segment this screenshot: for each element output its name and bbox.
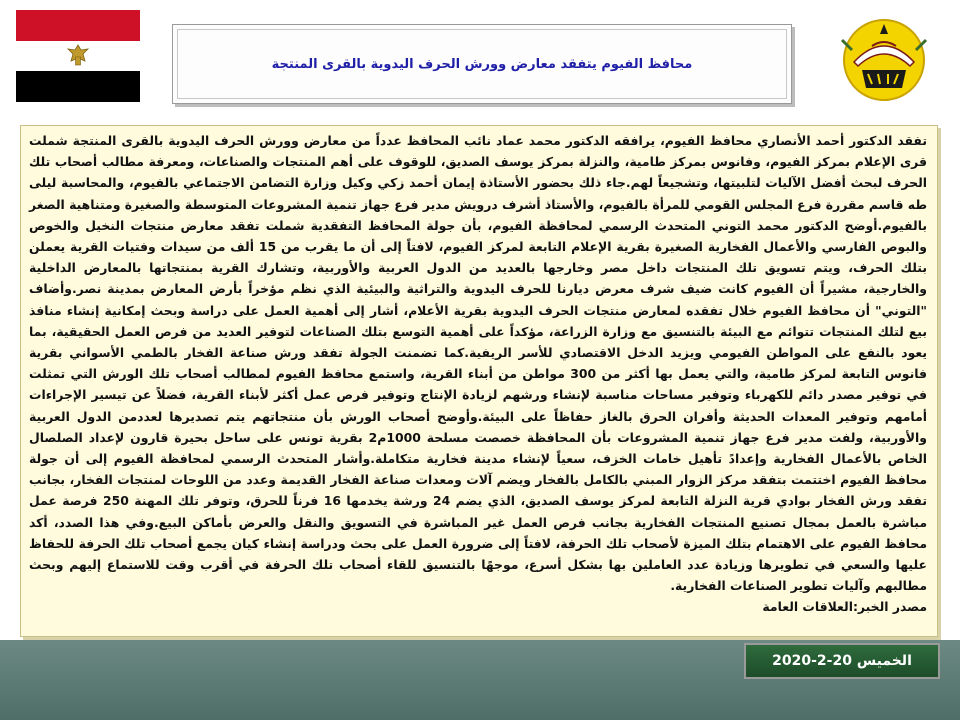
date-badge [744,643,940,679]
governorate-emblem-icon [832,10,936,110]
eagle-icon [65,43,91,69]
article-body: تفقد الدكتور أحمد الأنصاري محافظ الفيوم، يرافقه الدكتور محمد عماد نائب المحافظ عدداً من معارض وورش الحرف اليدوية بالقرى المنتجة شملت قرى الإعلام بمركز الفيوم، وفانوس بمركز طامية، والنزلة بمركز يوسف الصديق، للوقوف على أهم المنتجات والصناعات، ومعرفة مطالب أصحاب تلك الحرف لبحث أفضل الآليات لتلبيتها، وتشجيعاً لهم.جاء ذلك بحضور الأستاذة إيمان أحمد زكي وكيل وزارة التضامن الاجتماعي بالفيوم، والمحاسبة ليلى طه قاسم مقررة فرع المجلس القومي للمرأة بالفيوم، والأستاذ أشرف درويش مدير فرع جهاز تنمية المشروعات المتوسطة والصغيرة ومتناهية الصغر بالفيوم.أوضح الدكتور محمد التوني المتحدث الرسمي لمحافظة الفيوم، بأن جولة المحافظ التفقدية شملت تفقد معارض منتجات النخيل والخوص والبوص الفارسي والأعمال الفخارية الصغيرة بقرية الإعلام التابعة لمركز الفيوم، لافتاً إلى أن ما يقرب من 15 ألف من سيدات وفتيات القرية يعملن بتلك الحرف، ويتم تسويق تلك المنتجات داخل مصر وخارجها بالعديد من الدول العربية والأوربية، وتشارك القرية بمنتجاتها بالمعارض الداخلية والخارجية، مشيراً أن الفيوم كانت ضيف شرف معرض ديارنا للحرف اليدوية والتراثية والبيئية الذي نظم مؤخراً بأرض المعارض بمدينة نصر.وأضاف "التوني" أن محافظ الفيوم خلال تفقده لمعارض منتجات الحرف اليدوية بقرية الأعلام، أشار إلى أهمية العمل على دراسة وبحث إمكانية إنشاء منافذ بيع لتلك المنتجات تتوائم مع البيئة بالتنسيق مع وزارة الزراعة، مؤكداً على أهمية التوسع بتلك الصناعات لتوفير العديد من فرص العمل الحقيقية، بما يعود بالنفع على المواطن الفيومي ويزيد الدخل الاقتصادي للأسر الريفية.كما تضمنت الجولة تفقد ورش صناعة الفخار بالطمي الأسواني بقرية فانوس التابعة لمركز طامية، والتي يعمل بها أكثر من 300 مواطن من أبناء القرية، واستمع محافظ الفيوم لمطالب أصحاب تلك الورش التي تمثلت في توفير مصدر دائم للكهرباء وتوفير مساحات مناسبة لإنشاء ورشهم لزيادة الإنتاج وتوفير فرص عمل أكثر لأبناء القرية، فضلاً عن تيسير الإجراءات أمامهم وتوفير المعدات الحديثة وأفران الحرق بالغاز حفاظاً على البيئة.وأوضح أصحاب الورش بأن منتجاتهم يتم تصديرها لعددمن الدول العربية والأوربية، ولفت مدير فرع جهاز تنمية المشروعات بأن المحافظة خصصت مسلحة 1000م2 بقرية تونس على ساحل بحيرة قارون لإعداد الصلصال الخاص بالأعمال الفخارية وإعدادً تأهيل خامات الخزف، سعياً لإنشاء مدينة فخارية متكاملة.وأشار المتحدث الرسمي لمحافظة الفيوم إلى أن جولة محافظ الفيوم اختتمت بتفقد مركز الزوار المبني بالكامل بالفخار ويضم آلات ومعدات صناعة الفخار القديمة وعدد من اللوحات لمنتجات الفخار، بجانب تفقد ورش الفخار بوادي قرية النزلة التابعة لمركز يوسف الصديق، الذي يضم 24 ورشة يخدمها 16 فرناً للحرق، وتوفر تلك المهنة 250 فرصة عمل مباشرة بالعمل بمجال تصنيع المنتجات الفخارية بجانب فرص العمل غير المباشرة في التسويق والنقل والعرض بأماكن البيع.وفي هذا الصدد، أكد محافظ الفيوم على الاهتمام بتلك الميزة لأصحاب تلك الحرفة، لافتاً إلى ضرورة العمل على بحث ودراسة إنشاء كيان يجمع أصحاب تلك الحرفة للحفاظ عليها والسعي في تطويرها وزيادة عدد العاملين بها بشكل أسرع، موجهًا بالتنسيق للقاء أصحاب تلك الحرفة في أقرب وقت للاستماع إليهم وبحث مطالبهم وآليات تطوير الصناعات الفخارية. [28,133,927,594]
egypt-flag [16,10,140,102]
date-text: الخميس 20-2-2020 [772,653,912,669]
flag-red-stripe [16,10,140,41]
article-panel [20,125,938,637]
flag-black-stripe [16,71,140,102]
title-box [172,24,792,104]
page-title: محافظ الفيوم يتفقد معارض وورش الحرف اليدوية بالقرى المنتجة [271,56,693,72]
flag-white-stripe [16,41,140,72]
article-source: مصدر الخبر:العلاقات العامة [762,599,927,615]
